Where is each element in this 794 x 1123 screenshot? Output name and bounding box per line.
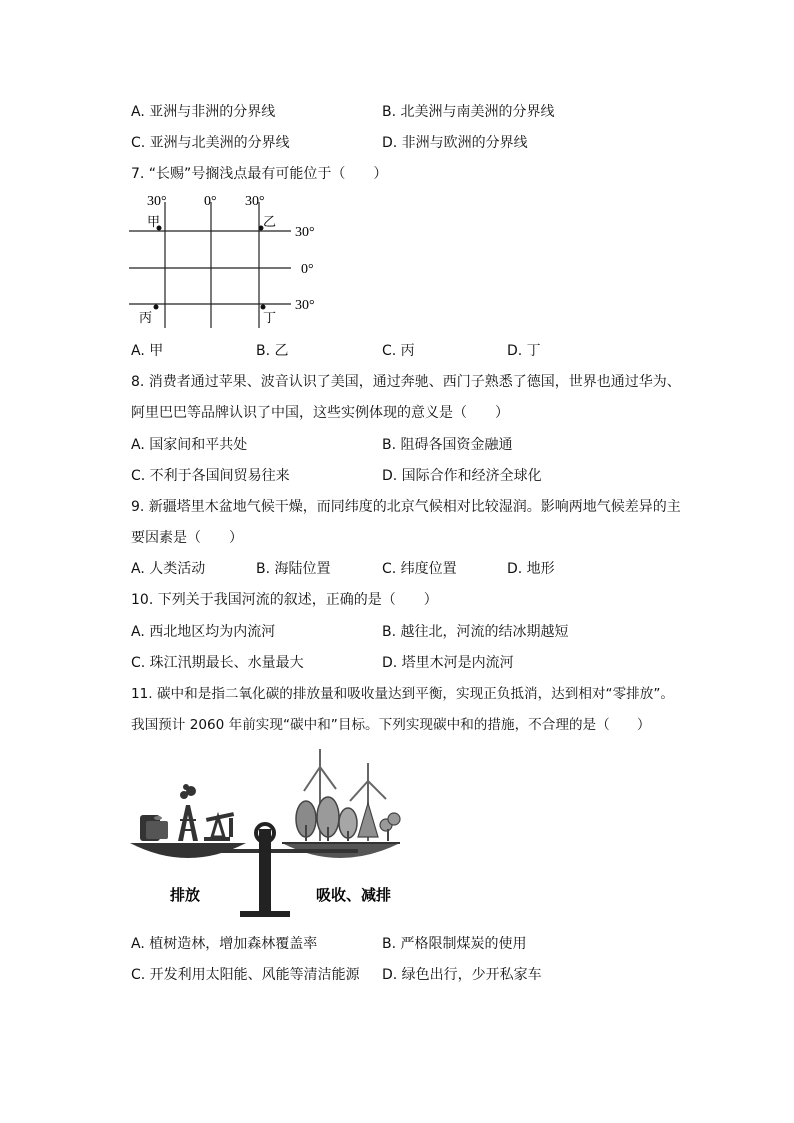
q11-option-d[interactable]: D. 绿色出行，少开私家车: [382, 967, 542, 983]
label-emission: 排放: [170, 886, 201, 904]
q10-option-a[interactable]: A. 西北地区均为内流河: [131, 624, 276, 640]
q7-option-d[interactable]: D. 丁: [507, 343, 541, 359]
q6-option-b[interactable]: B. 北美洲与南美洲的分界线: [382, 104, 555, 120]
label-absorb-reduce: 吸收、减排: [316, 886, 392, 904]
q6-option-d[interactable]: D. 非洲与欧洲的分界线: [382, 135, 528, 151]
point-bing-label: 丙: [139, 311, 153, 326]
q8-option-c[interactable]: C. 不利于各国间贸易往来: [131, 468, 290, 484]
lat-lon-grid-map: [125, 190, 335, 332]
q7-option-b[interactable]: B. 乙: [256, 343, 289, 359]
point-bing-marker: [154, 305, 159, 310]
lon-label-right: 30°: [245, 194, 265, 209]
carbon-balance-scale-figure: [128, 745, 408, 923]
q8-option-d[interactable]: D. 国际合作和经济全球化: [382, 468, 542, 484]
q10-option-c[interactable]: C. 珠江汛期最长、水量最大: [131, 655, 304, 671]
q10-option-b[interactable]: B. 越往北，河流的结冰期越短: [382, 624, 569, 640]
q11-option-c[interactable]: C. 开发利用太阳能、风能等清洁能源: [131, 967, 360, 983]
q6-option-c[interactable]: C. 亚洲与北美洲的分界线: [131, 135, 290, 151]
q9-option-c[interactable]: C. 纬度位置: [382, 561, 457, 577]
q11-option-b[interactable]: B. 严格限制煤炭的使用: [382, 936, 527, 952]
q11-stem-line2: 我国预计 2060 年前实现“碳中和”目标。下列实现碳中和的措施，不合理的是（ ）: [131, 717, 651, 733]
tree-icon: [296, 797, 400, 841]
q6-option-a[interactable]: A. 亚洲与非洲的分界线: [131, 104, 276, 120]
point-ding-label: 丁: [263, 311, 277, 326]
q9-option-a[interactable]: A. 人类活动: [131, 561, 206, 577]
q8-stem-line1: 8. 消费者通过苹果、波音认识了美国，通过奔驰、西门子熟悉了德国，世界也通过华为、: [131, 374, 681, 390]
q8-option-a[interactable]: A. 国家间和平共处: [131, 437, 248, 453]
lon-label-left: 30°: [147, 194, 167, 209]
lat-label-bottom: 30°: [295, 298, 315, 313]
q9-option-d[interactable]: D. 地形: [507, 561, 555, 577]
factory-emission-icon: [140, 784, 234, 841]
point-yi-label: 乙: [263, 215, 277, 230]
q11-option-a[interactable]: A. 植树造林，增加森林覆盖率: [131, 936, 318, 952]
q8-stem-line2: 阿里巴巴等品牌认识了中国，这些实例体现的意义是（ ）: [131, 405, 509, 421]
q9-option-b[interactable]: B. 海陆位置: [256, 561, 331, 577]
q7-option-a[interactable]: A. 甲: [131, 343, 164, 359]
q7-option-c[interactable]: C. 丙: [382, 343, 415, 359]
q11-stem-line1: 11. 碳中和是指二氧化碳的排放量和吸收量达到平衡，实现正负抵消，达到相对“零排放”。: [131, 686, 674, 702]
lat-label-mid: 0°: [301, 262, 314, 277]
q10-option-d[interactable]: D. 塔里木河是内流河: [382, 655, 514, 671]
lat-label-top: 30°: [295, 225, 315, 240]
lon-label-mid: 0°: [204, 194, 217, 209]
q8-option-b[interactable]: B. 阻碍各国资金融通: [382, 437, 513, 453]
q7-stem: 7. “长赐”号搁浅点最有可能位于（ ）: [131, 166, 388, 182]
q9-stem-line1: 9. 新疆塔里木盆地气候干燥，而同纬度的北京气候相对比较湿润。影响两地气候差异的主: [131, 499, 681, 515]
point-jia-label: 甲: [147, 215, 161, 230]
point-ding-marker: [261, 305, 266, 310]
q10-stem: 10. 下列关于我国河流的叙述，正确的是（ ）: [131, 592, 438, 608]
q9-stem-line2: 要因素是（ ）: [131, 530, 243, 546]
